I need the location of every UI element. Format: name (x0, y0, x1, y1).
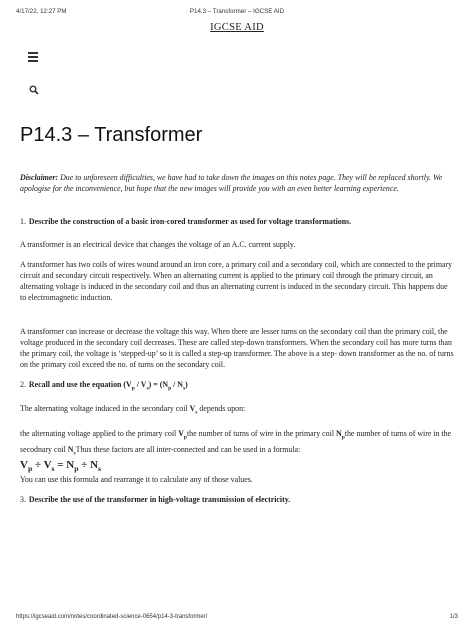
article-content (20, 172, 454, 505)
paragraph-3: A transformer can increase or decrease the voltage this way. When there are lesser turns on the secondary coil than the primary coil, the voltage produced in the secondary coil decreases. These are called step-down transformers. When the secondary coil has more turns than the primary coil, the voltage is ‘stepped-up’ so it is called a step-up transformer. The above is a step- down transformer as the no. of turns on the primary coil exceed the no. of turns on the secondary coil. (20, 326, 454, 370)
page-title: P14.3 – Transformer (20, 124, 203, 146)
transformer-formula: $V_p \div V_s = N_p \div N_s$ (20, 458, 102, 473)
paragraph-1: A transformer is an electrical device that changes the voltage of an A.C. current supply. (20, 239, 296, 249)
paragraph-4: The alternating voltage induced in the secondary coil $V_s$ depends upon: (20, 404, 246, 416)
search-icon[interactable] (29, 82, 39, 92)
disclaimer (20, 172, 454, 194)
footer-page-number: 1/3 (449, 614, 458, 620)
disclaimer-label: Disclaimer: (20, 173, 59, 182)
disclaimer-text: Due to unforeseen difficulties, we have had to take down the images on this notes page. They will be replaced shortly. We apologise for the inconvenience, but hope that the new images will provide you with an even better learning experience. (20, 173, 443, 194)
print-header (16, 8, 458, 18)
question-1: 1. Describe the construction of a basic iron-cored transformer as used for voltage transformations. (20, 217, 352, 227)
paragraph-6: You can use this formula and rearrange it to calculate any of those values. (20, 474, 253, 484)
print-footer (16, 614, 458, 624)
paragraph-2: A transformer has two coils of wires wound around an iron core, a primary coil and a secondary coil, which are connected to the primary circuit and secondary circuit respectively. When an alternating current is applied to the primary coil through the primary circuit, an alternating voltage is induced in the secondary coil and thus an alternating current is induced in the secondary circuit. This happens due to electromagnetic induction. (20, 259, 453, 303)
paragraph-5: the alternating voltage applied to the primary coil $V_pthe$ number of turns of wire in the primary coil $N_pthe$ number of turns of wire in the secodnary coil $N_sThus$ these factors are all inter-connected and can be used in a formula: (20, 429, 452, 457)
print-datetime: 4/17/22, 12:27 PM (16, 8, 67, 15)
question-3: 3. Describe the use of the transformer in high-voltage transmission of electricity. (20, 495, 291, 505)
question-2: 2. Recall and use the equation $(V_p / V_s) = (N_p / N_s)$ (20, 380, 188, 393)
site-title-link[interactable]: IGCSE AID (210, 22, 264, 33)
hamburger-menu-icon[interactable] (28, 52, 42, 64)
print-doc-title: P14.3 – Transformer – IGCSE AID (189, 8, 285, 15)
footer-url: https://igcseaid.com/notes/coordinated-science-0654/p14-3-transformer/ (16, 614, 208, 620)
